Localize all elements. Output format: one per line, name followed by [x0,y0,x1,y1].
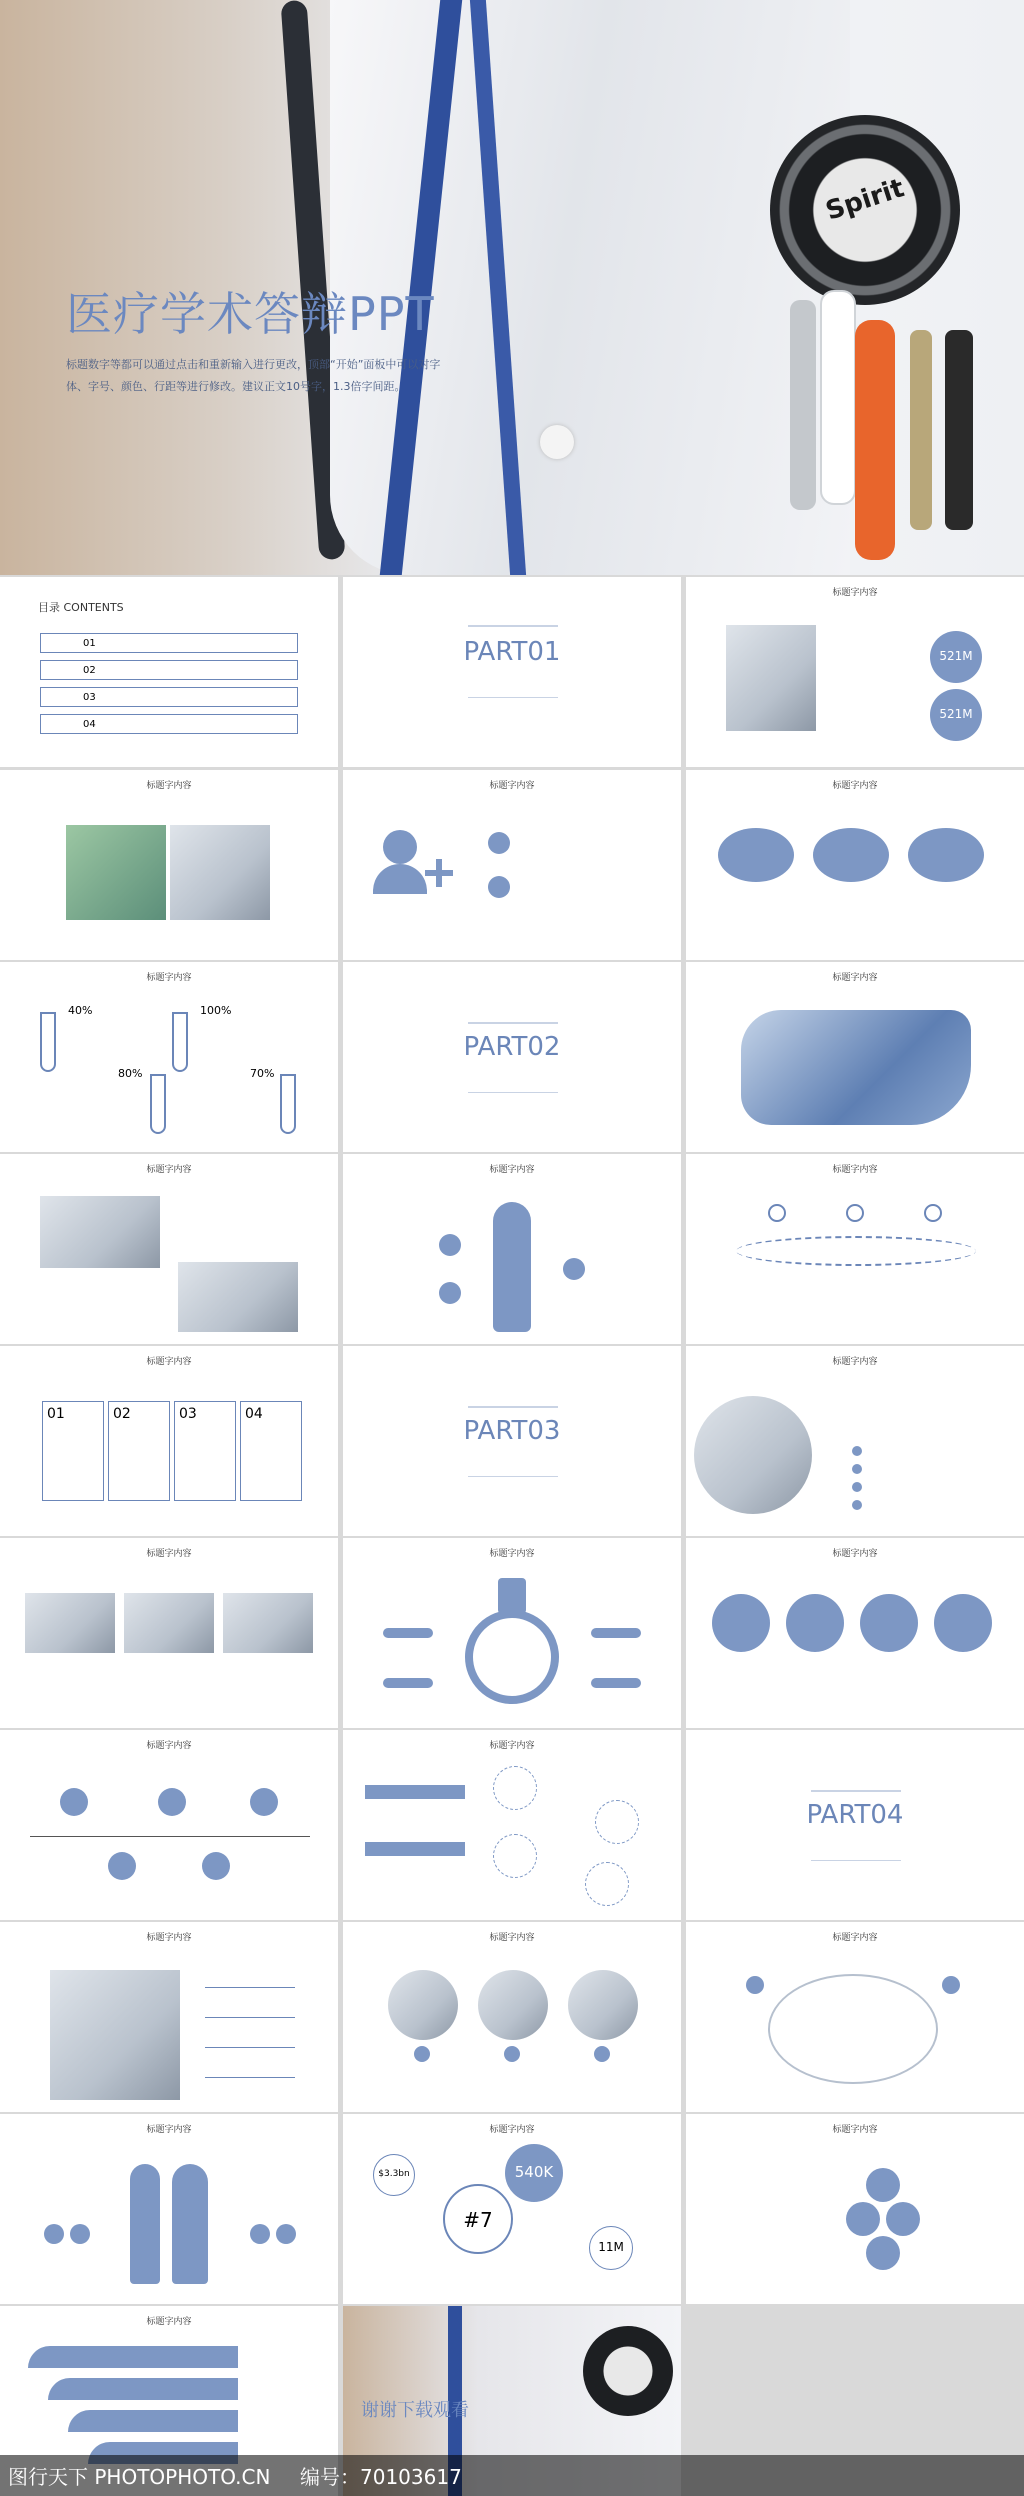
slide-part01[interactable] [343,577,681,767]
hex-icon [866,2168,900,2202]
hospital-photo [66,825,166,920]
slide-title: 标题字内容 [832,588,878,598]
slide-title: 标题字内容 [832,1549,878,1559]
slide-speech[interactable] [686,770,1024,960]
pen [820,290,856,505]
slide-photos[interactable] [0,770,338,960]
hourglass-icon [768,1204,786,1222]
cycle-node [585,1862,629,1906]
speech-bubble [908,828,984,882]
male-body-icon [172,2164,208,2284]
test-tube-icon [40,1012,56,1072]
test-tube-icon [172,1012,188,1072]
card: 03 [174,1401,236,1501]
arrow [28,2346,238,2368]
photo [124,1593,214,1653]
slide-contents[interactable] [0,577,338,767]
slide-part02[interactable] [343,962,681,1152]
slide-dna[interactable] [686,1154,1024,1344]
female-body-icon [130,2164,160,2284]
slide-hex[interactable] [686,2114,1024,2304]
hero-slide [0,0,1024,575]
phone-icon [860,1594,918,1652]
cycle-node [595,1800,639,1844]
dna-helix [736,1236,976,1266]
slide-title: 标题字内容 [489,1741,535,1751]
arrow [48,2378,238,2400]
pin-icon [942,1976,960,1994]
label-bar [365,1785,465,1799]
photo [478,1970,548,2040]
slide-title: 标题字内容 [146,1741,192,1751]
cycle-node [493,1766,537,1810]
stethoscope-brand: Spirit [822,173,908,227]
add-user-icon [383,830,417,864]
contents-item[interactable]: 01 [40,633,298,653]
doctor-photo [50,1970,180,2100]
network-icon [60,1788,88,1816]
stat-bubble: 521M [930,689,982,741]
slide-cycle[interactable] [343,1730,681,1920]
screen-icon [846,1204,864,1222]
slide-title: 标题字内容 [489,781,535,791]
photo [25,1593,115,1653]
test-tube-icon [150,1074,166,1134]
slide-numbers[interactable] [343,2114,681,2304]
pen [945,330,973,530]
slide-title: 标题字内容 [489,1165,535,1175]
cloud-icon [158,1788,186,1816]
cycle-node [493,1834,537,1878]
speech-bubble [718,828,794,882]
contents-item[interactable]: 03 [40,687,298,707]
slide-pins[interactable] [686,1538,1024,1728]
tools-icon [786,1594,844,1652]
photo [223,1593,313,1653]
hex-icon [276,2224,296,2244]
slide-title: 标题字内容 [832,781,878,791]
contents-item[interactable]: 02 [40,660,298,680]
slide-title: 标题字内容 [832,1357,878,1367]
label-bar [365,1842,465,1856]
hex-icon [846,2202,880,2236]
slide-anatomy[interactable] [0,2114,338,2304]
slide-title: 标题字内容 [146,781,192,791]
slide-title: 标题字内容 [146,1357,192,1367]
hero-title: 医疗学术答辩PPT [66,287,435,341]
slide-title: 标题字内容 [489,2125,535,2135]
send-icon [488,832,510,854]
part-title: PART04 [806,1800,904,1830]
pen [855,320,895,560]
slide-map[interactable] [686,962,1024,1152]
card: 01 [42,1401,104,1501]
human-body-icon [493,1202,531,1332]
photo [568,1970,638,2040]
slide-title: 标题字内容 [146,2125,192,2135]
flask-neck [498,1578,526,1614]
watermark-left: 图行天下 PHOTOPHOTO.CN [8,2465,271,2489]
part-title: PART03 [463,1416,561,1446]
stat-circle: 11M [589,2226,633,2270]
equipment-photo [170,825,270,920]
slide-title: 标题字内容 [146,1165,192,1175]
wrench-icon [202,1852,230,1880]
tools-icon [250,1788,278,1816]
stethoscope-icon [583,2326,673,2416]
stat-circle: $3.3bn [373,2154,415,2196]
hex-icon [44,2224,64,2244]
card: 04 [240,1401,302,1501]
slide-title: 标题字内容 [832,1165,878,1175]
check-icon [852,1464,862,1474]
target-icon [108,1852,136,1880]
percent-label: 80% [118,1067,143,1080]
doctor-photo [726,625,816,731]
contents-title: 目录 CONTENTS [38,601,124,614]
contents-item[interactable]: 04 [40,714,298,734]
brain-icon [768,1974,938,2084]
slide-stats[interactable] [686,577,1024,767]
slide-part03[interactable] [343,1346,681,1536]
part-title: PART02 [463,1032,561,1062]
hex-icon [886,2202,920,2236]
pen [910,330,932,530]
slide-title: 标题字内容 [489,1933,535,1943]
heart-icon [439,1282,461,1304]
slide-title: 标题字内容 [832,973,878,983]
slide-devices[interactable] [0,1154,338,1344]
hex-icon [866,2236,900,2270]
part-title: PART01 [463,637,561,667]
slide-brain[interactable] [686,1922,1024,2112]
stat-circle: #7 [443,2184,513,2254]
arrow [68,2410,238,2432]
slide-title: 标题字内容 [146,2317,192,2327]
percent-label: 100% [200,1004,232,1017]
watermark-bar [0,2455,1024,2496]
stomach-icon [563,1258,585,1280]
photo [388,1970,458,2040]
pen [790,300,816,510]
pin-icon [746,1976,764,1994]
blood-pressure-photo [694,1396,812,1514]
coat-button [540,425,574,459]
check-icon [852,1446,862,1456]
slide-three-photos[interactable] [0,1538,338,1728]
heart-icon [924,1204,942,1222]
stethoscope-photo [40,1196,160,1268]
timeline-line [30,1836,310,1837]
slide-checklist[interactable] [686,1346,1024,1536]
briefcase-icon [712,1594,770,1652]
slide-title: 标题字内容 [146,1549,192,1559]
lung-icon [439,1234,461,1256]
stat-circle: 540K [505,2144,563,2202]
check-icon [852,1500,862,1510]
map-shape [741,1010,971,1125]
slide-cards[interactable] [0,1346,338,1536]
slide-coat-photo[interactable] [0,1922,338,2112]
slide-title: 标题字内容 [832,2125,878,2135]
thanks-text: 谢谢下载观看 [361,2400,469,2421]
hero-subtitle: 标题数字等都可以通过点击和重新输入进行更改，顶部“开始”面板中可以对字体、字号、颜色、行距等进行修改。建议正文10号字，1.3倍字间距。 [66,358,441,393]
slide-body[interactable] [343,1154,681,1344]
slide-add-user[interactable] [343,770,681,960]
slide-title: 标题字内容 [489,1549,535,1559]
card: 02 [108,1401,170,1501]
slide-tubes[interactable] [0,962,338,1152]
slide-timeline[interactable] [0,1730,338,1920]
slide-title: 标题字内容 [832,1933,878,1943]
check-icon [852,1482,862,1492]
test-tube-icon [280,1074,296,1134]
plug-icon [934,1594,992,1652]
tablet-photo [178,1262,298,1332]
percent-label: 70% [250,1067,275,1080]
slide-part04[interactable] [686,1730,1024,1920]
percent-label: 40% [68,1004,93,1017]
stat-bubble: 521M [930,631,982,683]
watermark-number: 编号：70103617 [300,2465,462,2489]
slide-title: 标题字内容 [146,1933,192,1943]
slide-flask[interactable] [343,1538,681,1728]
slide-title: 标题字内容 [146,973,192,983]
slide-circle-photos[interactable] [343,1922,681,2112]
user-body-icon [373,864,427,894]
hex-icon [250,2224,270,2244]
search-icon [488,876,510,898]
speech-bubble [813,828,889,882]
flask-icon [465,1610,559,1704]
hex-icon [70,2224,90,2244]
